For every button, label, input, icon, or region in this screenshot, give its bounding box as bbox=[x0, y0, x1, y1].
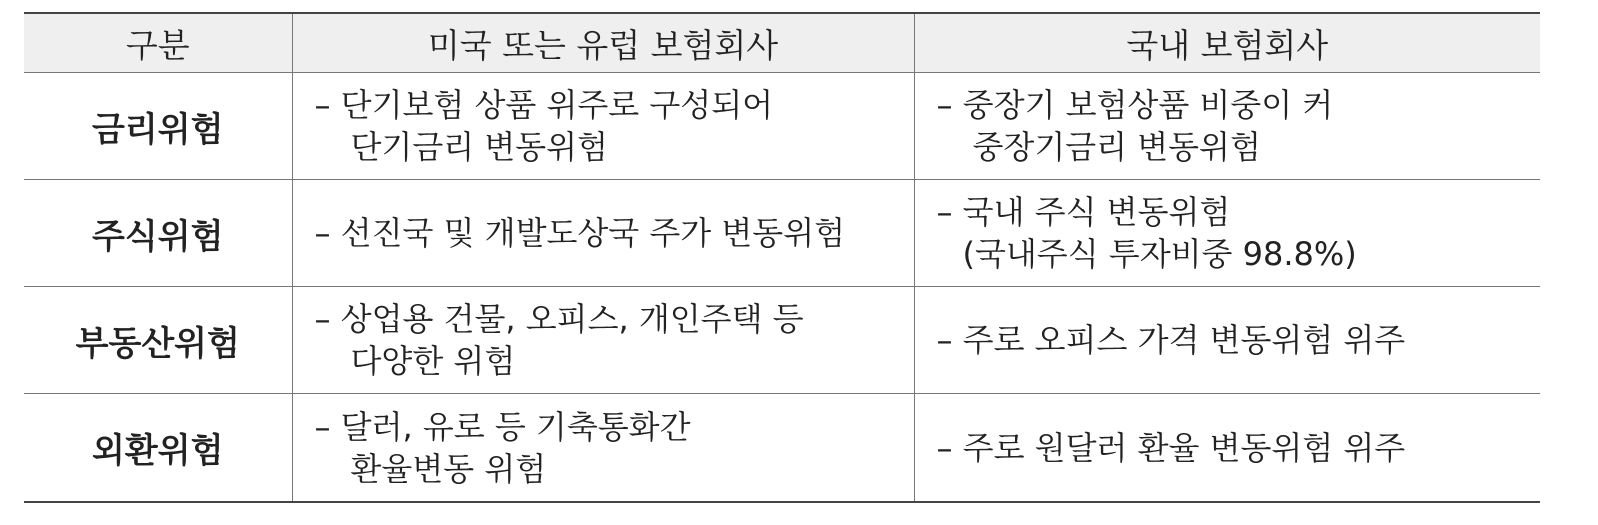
table-row-fx-risk bbox=[24, 394, 1540, 503]
domestic-desc-cell bbox=[914, 73, 1540, 180]
table-row-interest-rate-risk bbox=[24, 73, 1540, 180]
domestic-desc-cell bbox=[914, 394, 1540, 503]
header-us-europe-insurers: 미국 또는 유럽 보험회사 bbox=[292, 13, 914, 73]
desc-line: – 선진국 및 개발도상국 주가 변동위험 bbox=[314, 214, 846, 252]
risk-comparison-table bbox=[24, 12, 1540, 503]
category-cell: 외환위험 bbox=[24, 394, 292, 503]
desc-line: 환율변동 위험 bbox=[350, 449, 547, 488]
domestic-desc-cell bbox=[914, 180, 1540, 287]
foreign-desc-cell bbox=[292, 180, 914, 287]
desc-line: (국내주식 투자비중 98.8%) bbox=[962, 235, 1357, 273]
desc-line: – 국내 주식 변동위험 bbox=[936, 193, 1231, 231]
header-category: 구분 bbox=[24, 13, 292, 73]
foreign-desc-cell bbox=[292, 73, 914, 180]
foreign-desc-cell bbox=[292, 394, 914, 503]
desc-line: 다양한 위험 bbox=[350, 342, 516, 380]
category-cell: 금리위험 bbox=[24, 73, 292, 180]
desc-line: – 단기보험 상품 위주로 구성되어 bbox=[314, 86, 774, 124]
table-row-real-estate-risk bbox=[24, 287, 1540, 394]
category-cell: 부동산위험 bbox=[24, 287, 292, 394]
foreign-desc-cell bbox=[292, 287, 914, 394]
desc-line: – 상업용 건물, 오피스, 개인주택 등 bbox=[314, 300, 804, 338]
desc-line: – 주로 오피스 가격 변동위험 위주 bbox=[936, 321, 1406, 359]
desc-line: – 달러, 유로 등 기축통화간 bbox=[314, 407, 691, 446]
desc-line: 중장기금리 변동위험 bbox=[972, 128, 1261, 166]
desc-line: 단기금리 변동위험 bbox=[350, 128, 608, 166]
header-row bbox=[24, 13, 1540, 73]
desc-line: – 주로 원달러 환율 변동위험 위주 bbox=[936, 428, 1406, 467]
table-row-equity-risk bbox=[24, 180, 1540, 287]
header-domestic-insurers: 국내 보험회사 bbox=[914, 13, 1540, 73]
desc-line: – 중장기 보험상품 비중이 커 bbox=[936, 86, 1334, 124]
category-cell: 주식위험 bbox=[24, 180, 292, 287]
domestic-desc-cell bbox=[914, 287, 1540, 394]
